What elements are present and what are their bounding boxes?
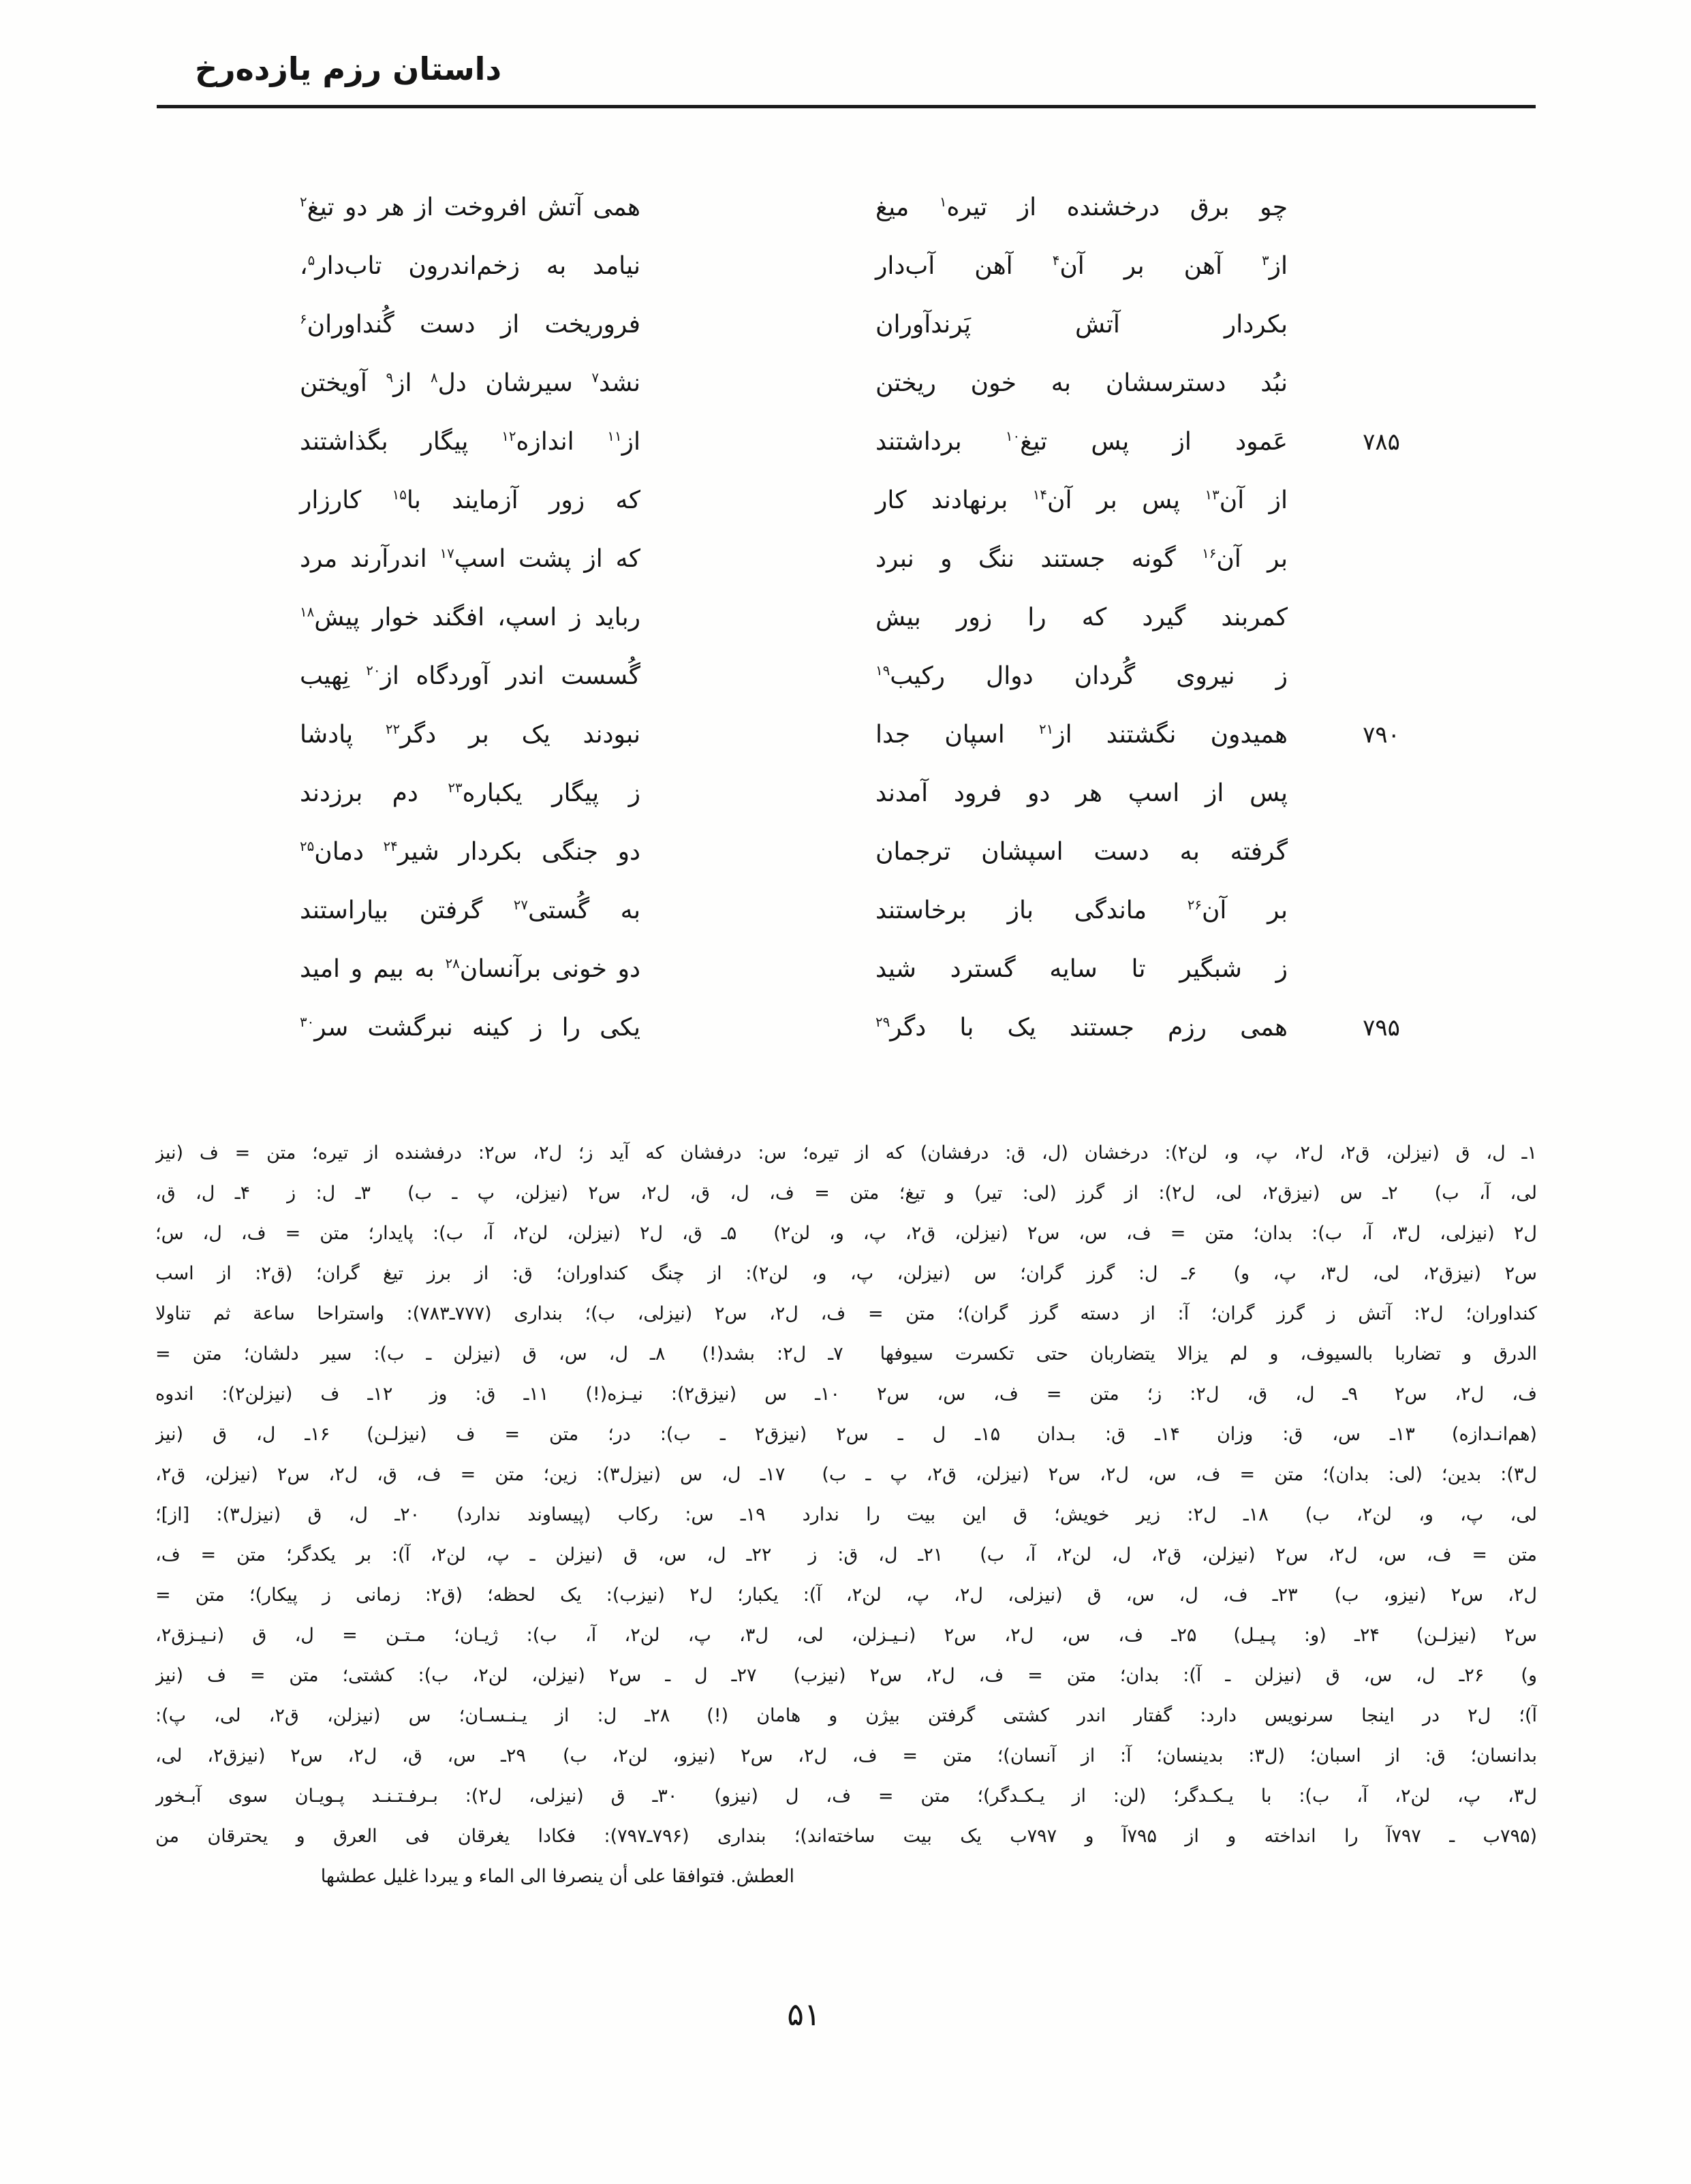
second-hemistich: که از پشت اسپ$^{۱۷}$ اندرآرند مرد (300, 545, 641, 573)
first-hemistich: بر آن$^{۲۶}$ ماندگی باز برخاستند (875, 896, 1288, 924)
footnote-line: متن = ف، س، ل۲، س۲ (نیزلن، ق۲، ل، لن۲، آ، ب) ۲۱ـ ل، ق: ز ۲۲ـ ل، س، ق (نیزلن ـ پ، لن۲، آ): بر یکدگر؛ متن = ف، (155, 1544, 1537, 1565)
first-hemistich: نبُد دسترسشان به خون ریختن (875, 369, 1288, 397)
footnote-line: و) ۲۶ـ ل، س، ق (نیزلن ـ آ): بدان؛ متن = ف، ل۲، س۲ (نیزب) ۲۷ـ ل ـ س۲ (نیزلن، لن۲، ب): کشتی؛ متن = ف (نیز (155, 1665, 1537, 1686)
first-hemistich: بکردار آتش پَرندآوران (875, 311, 1288, 339)
running-title: داستان رزم یازده‌رخ (195, 50, 502, 87)
verse-number (1346, 296, 1417, 354)
second-hemistich: نشد$^۷$ سیرشان دل$^۸$ از$^۹$ آویختن (300, 369, 640, 397)
verse-number: ۷۸۵ (1363, 428, 1400, 456)
second-hemistich: دو جنگی بکردار شیر$^{۲۴}$ دمان$^{۲۵}$ (300, 838, 640, 866)
footnote-line: س۲ (نیزلـن) ۲۴ـ (و: پـیـل) ۲۵ـ ف، س، ل۲، س۲ (نـیـزلن، لی، ل۳، پ، لن۲، آ، ب): ژیـان؛ مـتـن = ل، ق (نـیـزق۲، (155, 1625, 1537, 1646)
first-hemistich: بر آن$^{۱۶}$ گونه جستند ننگ و نبرد (875, 545, 1288, 573)
footnote-line: ل۳): بدین؛ (لی: بدان)؛ متن = ف، س، ل۲، س۲ (نیزلن، ق۲، پ ـ ب) ۱۷ـ ل، س (نیزل۳): زین؛ متن = ف، ق، ل۲، س۲ (نیزلن، ق۲، (155, 1464, 1537, 1485)
footnote-line: س۲ (نیزق۲، لی، ل۳، پ، و) ۶ـ ل: گرز گران؛ س (نیزلن، پ، و، لن۲): از چنگ کنداوران؛ ق: از برز تیغ گران؛ (ق۲: از اسب (155, 1263, 1537, 1284)
first-hemistich: ز نیروی گُردان دوال رکیب$^{۱۹}$ (875, 662, 1288, 690)
verse-number (1346, 471, 1417, 530)
first-hemistich: عَمود از پس تیغ$^{۱۰}$ برداشتند (875, 428, 1288, 456)
verse-number: ۷۹۰ (1363, 721, 1400, 749)
footnote-line: ل۳، پ، لن۲، آ، ب): با یـکـدگر؛ (لن: از یـکـدگر)؛ متن = ف، ل (نیزو) ۳۰ـ ق (نیزلی، ل۲): بـرفـتـنـد پـویـان سوی آبـخور (155, 1785, 1537, 1807)
second-hemistich: به گُستی$^{۲۷}$ گرفتن بیاراستند (300, 896, 640, 924)
footnote-line: (هم‌انـدازه) ۱۳ـ س، ق: وزان ۱۴ـ ق: بـدان ۱۵ـ ل ـ س۲ (نیزق۲ ـ ب): در؛ متن = ف (نیزلـن) ۱۶ـ ل، ق (نیز (155, 1424, 1537, 1445)
first-hemistich: همیدون نگشتند از$^{۲۱}$ اسپان جدا (875, 721, 1288, 749)
footnote-line: بدانسان؛ ق: از اسبان؛ (ل۳: بدینسان؛ آ: از آنسان)؛ متن = ف، ل۲، س۲ (نیزو، لن۲، ب) ۲۹ـ س، ق، ل۲، س۲ (نیزق۲، لی، (155, 1745, 1537, 1766)
verse-number: ۷۹۵ (1363, 1014, 1400, 1042)
verse-number (1346, 764, 1417, 823)
verse-number (1346, 647, 1417, 706)
first-hemistich: از$^۳$ آهن بر آن$^۴$ آهن آب‌دار (875, 252, 1288, 280)
footnote-line: آ)؛ ل۲ در اینجا سرنویس دارد: گفتار اندر کشتی گرفتن بیژن و هامان (!) ۲۸ـ ل: از یـنـسـان؛ س (نیزلن، ق۲، لی، پ): (155, 1705, 1537, 1726)
verse-number (1346, 354, 1417, 413)
second-hemistich: نبودند یک بر دگر$^{۲۲}$ پادشا (300, 721, 640, 749)
footnote-line: ل۲ (نیزلی، ل۳، آ، ب): بدان؛ متن = ف، س، س۲ (نیزلن، ق۲، پ، و، لن۲) ۵ـ ق، ل۲ (نیزلن، لن۲، آ، ب): پایدار؛ متن = ف، ل، س؛ (155, 1223, 1537, 1244)
first-hemistich: کمربند گیرد که را زور بیش (875, 604, 1288, 631)
verse-number (1346, 882, 1417, 940)
first-hemistich: ز شبگیر تا سایه گسترد شید (875, 955, 1288, 983)
second-hemistich: رباید ز اسپ، افگند خوار پیش$^{۱۸}$ (300, 604, 640, 631)
footnote-line: (۷۹۵ب ـ ۷۹۷آ را انداخته و از ۷۹۵آ و ۷۹۷ب یک بیت ساخته‌اند)؛ بنداری (۷۹۶ـ۷۹۷): فکادا یغرقان فی العرق و یحترقان من (155, 1826, 1537, 1847)
footnote-line: الدرق و تضاربا بالسیوف، و لم یزالا یتضاربان حتی تکسرت سیوفها ۷ـ ل۲: بشد(!) ۸ـ ل، س، ق (نیزلن ـ ب): سیر دلشان؛ متن = (155, 1343, 1537, 1364)
footnote-line: کنداوران؛ ل۲: آتش ز گرز گران؛ آ: از دسته گرز گران)؛ متن = ف، ل۲، س۲ (نیزلی، ب)؛ بنداری (۷۷۷ـ۷۸۳): واستراحا ساعة ثم تناولا (155, 1303, 1537, 1324)
first-hemistich: همی رزم جستند یک با دگر$^{۲۹}$ (875, 1014, 1288, 1042)
second-hemistich: از$^{۱۱}$ اندازه$^{۱۲}$ پیگار بگذاشتند (300, 428, 641, 456)
footnote-line: العطش. فتوافقا علی أن ینصرفا الی الماء و یبردا غلیل عطشها (320, 1866, 794, 1887)
second-hemistich: ز پیگار یکباره$^{۲۳}$ دم برزدند (300, 779, 640, 807)
critical-apparatus (155, 1133, 1537, 1897)
verse-number (1346, 589, 1417, 647)
first-hemistich: چو برق درخشنده از تیره$^۱$ میغ (875, 193, 1288, 221)
second-hemistich: نیامد به زخم‌اندرون تاب‌دار$^۵$، (300, 252, 640, 280)
poem-column-second-hemistichs (300, 178, 640, 1057)
footnote-line: ل۲، س۲ (نیزو، ب) ۲۳ـ ف، ل، س، ق (نیزلی، ل۲، پ، لن۲، آ): یکبار؛ ل۲ (نیزب): یک لحظه؛ (ق۲: زمانی ز پیکار)؛ متن = (155, 1585, 1537, 1606)
verse-number (1346, 530, 1417, 589)
verse-number (1346, 178, 1417, 237)
verse-number (1346, 237, 1417, 296)
verse-number (1346, 823, 1417, 882)
page-number: ۵۱ (787, 1996, 821, 2033)
verse-number (1346, 940, 1417, 999)
footnote-line: لی، آ، ب) ۲ـ س (نیزق۲، لی، ل۲): از گرز (لی: تیر) و تیغ؛ متن = ف، ل، ق، ل۲، س۲ (نیزلن، پ ـ ب) ۳ـ ل: ز ۴ـ ل، ق، (155, 1183, 1537, 1204)
footnote-line: ۱ـ ل، ق (نیزلن، ق۲، ل۲، پ، و، لن۲): درخشان (ل، ق: درفشان) که از تیره؛ س: درفشان که آید ز؛ ل۲، س۲: درفشنده از تیره؛ متن = ف (نیز (155, 1142, 1537, 1164)
footnote-line: ف، ل۲، س۲ ۹ـ ل، ق، ل۲: ز؛ متن = ف، س، س۲ ۱۰ـ س (نیزق۲): نیـزه(!) ۱۱ـ ق: وز ۱۲ـ ف (نیزلن۲): اندوه (155, 1384, 1537, 1405)
header-rule (157, 105, 1536, 108)
second-hemistich: همی آتش افروخت از هر دو تیغ$^۲$ (300, 193, 640, 221)
first-hemistich: گرفته به دست اسپشان ترجمان (875, 838, 1288, 866)
poem-column-first-hemistichs (875, 178, 1288, 1057)
second-hemistich: فروریخت از دست گُنداوران$^۶$ (300, 311, 640, 339)
second-hemistich: دو خونی برآنسان$^{۲۸}$ به بیم و امید (300, 955, 640, 983)
first-hemistich: پس از اسپ هر دو فرود آمدند (875, 779, 1288, 807)
footnote-line: لی، پ، و، لن۲، ب) ۱۸ـ ل۲: زیر خویش؛ ق این بیت را ندارد ۱۹ـ س: رکاب (پیساوند ندارد) ۲۰ـ ل، ق (نیزل۳): [از]؛ (155, 1504, 1537, 1525)
verse-number-column (1346, 178, 1417, 1057)
second-hemistich: یکی را ز کینه نبرگشت سر$^{۳۰}$ (300, 1014, 640, 1042)
first-hemistich: از آن$^{۱۳}$ پس بر آن$^{۱۴}$ برنهادند کار (875, 486, 1288, 514)
second-hemistich: که زور آزمایند با$^{۱۵}$ کارزار (300, 486, 640, 514)
second-hemistich: گُسست اندر آوردگاه از$^{۲۰}$ نِهیب (300, 662, 640, 690)
